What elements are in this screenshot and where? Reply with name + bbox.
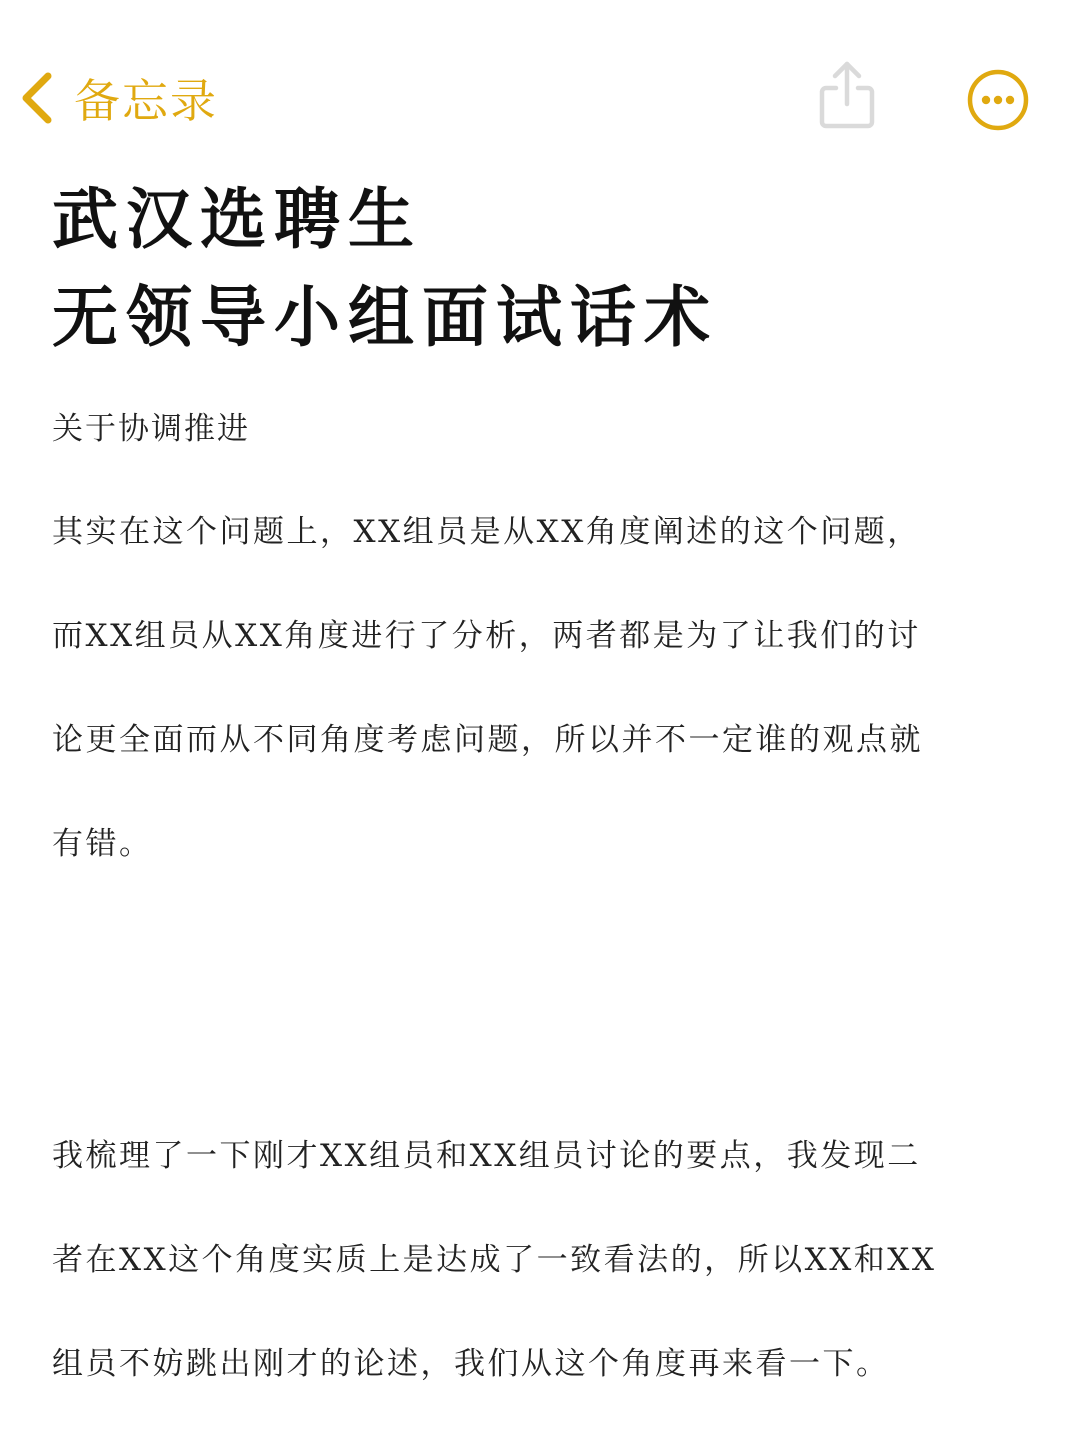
section-heading: 关于协调推进 — [52, 411, 250, 447]
paragraph-line: 有错。 — [52, 826, 153, 862]
paragraph-line: 其实在这个问题上，XX组员是从XX角度阐述的这个问题， — [52, 514, 921, 550]
navigation-bar — [0, 0, 1080, 160]
more-icon — [966, 68, 1030, 132]
share-button[interactable] — [812, 58, 882, 134]
chevron-left-icon — [18, 70, 54, 126]
note-paragraph — [52, 1104, 1002, 1416]
paragraph-line: 组员不妨跳出刚才的论述，我们从这个角度再来看一下。 — [52, 1346, 890, 1382]
note-title-line: 武汉选聘生 — [52, 180, 422, 258]
paragraph-line: 者在XX这个角度实质上是达成了一致看法的，所以XX和XX — [52, 1242, 937, 1278]
back-button-label: 备忘录 — [74, 74, 218, 128]
back-button[interactable] — [18, 66, 218, 130]
more-button[interactable] — [966, 68, 1030, 132]
note-paragraph — [52, 480, 1002, 896]
paragraph-line: 我梳理了一下刚才XX组员和XX组员讨论的要点，我发现二 — [52, 1138, 921, 1174]
note-title — [52, 170, 718, 366]
share-icon — [812, 58, 882, 134]
note-title-line: 无领导小组面试话术 — [52, 278, 718, 356]
paragraph-line: 论更全面而从不同角度考虑问题，所以并不一定谁的观点就 — [52, 722, 923, 758]
paragraph-line: 而XX组员从XX角度进行了分析，两者都是为了让我们的讨 — [52, 618, 921, 654]
